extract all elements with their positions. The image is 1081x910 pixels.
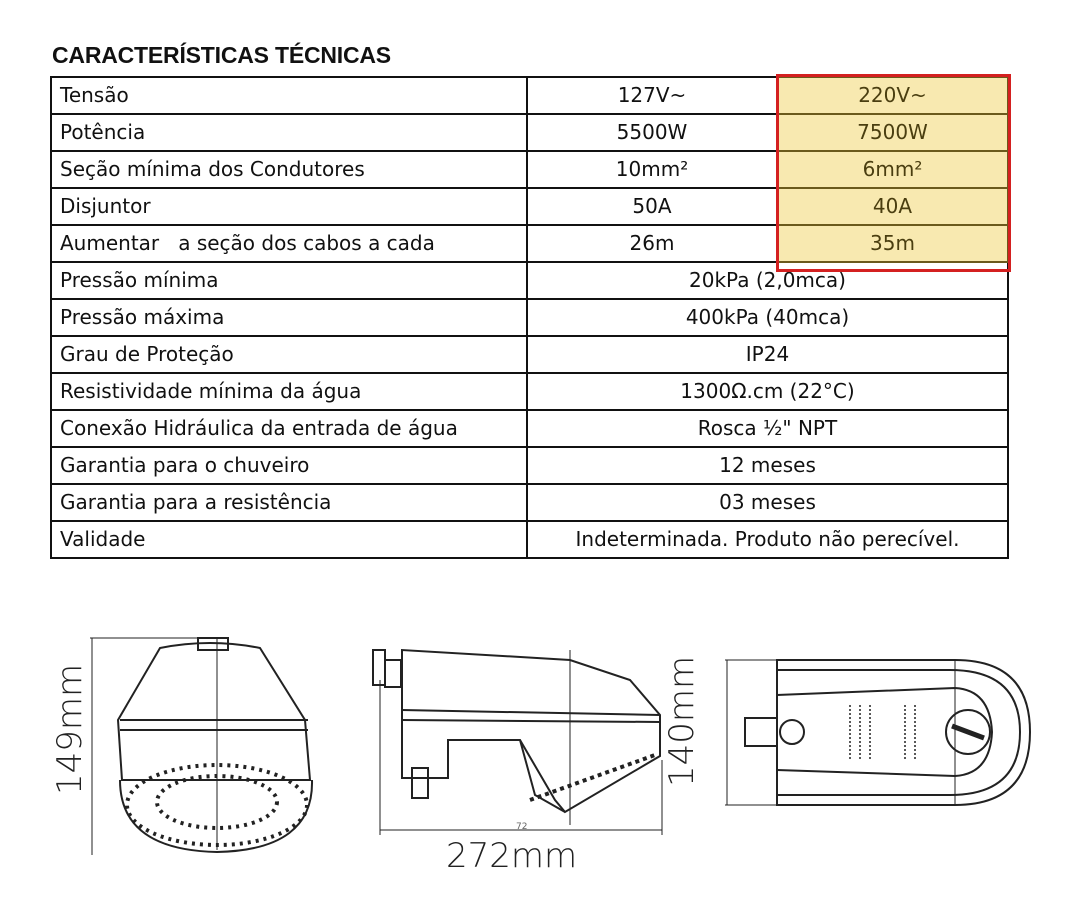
table-row xyxy=(51,447,1008,484)
table-row xyxy=(51,299,1008,336)
section-title: CARACTERÍSTICAS TÉCNICAS xyxy=(52,42,391,68)
dimension-width: 272mm xyxy=(446,836,578,876)
row-label: Garantia para a resistência xyxy=(51,484,527,521)
row-label: Disjuntor xyxy=(51,188,527,225)
row-label: Aumentar a seção dos cabos a cada xyxy=(51,225,527,262)
table-row xyxy=(51,521,1008,558)
row-label: Conexão Hidráulica da entrada de água xyxy=(51,410,527,447)
table-row xyxy=(51,262,1008,299)
value-127v: 127V~ xyxy=(527,77,777,114)
value-127v: 50A xyxy=(527,188,777,225)
table-row xyxy=(51,373,1008,410)
row-label: Pressão máxima xyxy=(51,299,527,336)
table-row xyxy=(51,225,1008,262)
row-label: Resistividade mínima da água xyxy=(51,373,527,410)
dimension-height-top: 140mm xyxy=(662,655,702,787)
row-value: Rosca ½" NPT xyxy=(527,410,1008,447)
front-view-drawing xyxy=(80,630,340,860)
value-127v: 5500W xyxy=(527,114,777,151)
table-row xyxy=(51,484,1008,521)
value-127v: 10mm² xyxy=(527,151,777,188)
row-label: Seção mínima dos Condutores xyxy=(51,151,527,188)
dimension-small-label: 72 xyxy=(516,822,528,832)
table-row xyxy=(51,188,1008,225)
row-value: 03 meses xyxy=(527,484,1008,521)
value-220v: 40A xyxy=(777,188,1008,225)
row-label: Validade xyxy=(51,521,527,558)
row-label: Pressão mínima xyxy=(51,262,527,299)
value-220v: 6mm² xyxy=(777,151,1008,188)
value-220v: 220V~ xyxy=(777,77,1008,114)
row-value: Indeterminada. Produto não perecível. xyxy=(527,521,1008,558)
row-label: Garantia para o chuveiro xyxy=(51,447,527,484)
row-value: 20kPa (2,0mca) xyxy=(527,262,1008,299)
row-label: Grau de Proteção xyxy=(51,336,527,373)
side-view-drawing xyxy=(370,630,670,845)
row-value: 1300Ω.cm (22°C) xyxy=(527,373,1008,410)
row-label: Potência xyxy=(51,114,527,151)
top-view-drawing xyxy=(720,650,1040,820)
row-value: IP24 xyxy=(527,336,1008,373)
row-label: Tensão xyxy=(51,77,527,114)
dimension-height-front: 149mm xyxy=(50,663,90,795)
table-row xyxy=(51,114,1008,151)
table-row xyxy=(51,77,1008,114)
value-220v: 7500W xyxy=(777,114,1008,151)
row-value: 12 meses xyxy=(527,447,1008,484)
specs-table xyxy=(50,76,1009,559)
value-127v: 26m xyxy=(527,225,777,262)
table-row xyxy=(51,410,1008,447)
table-row xyxy=(51,336,1008,373)
row-value: 400kPa (40mca) xyxy=(527,299,1008,336)
table-row xyxy=(51,151,1008,188)
value-220v: 35m xyxy=(777,225,1008,262)
